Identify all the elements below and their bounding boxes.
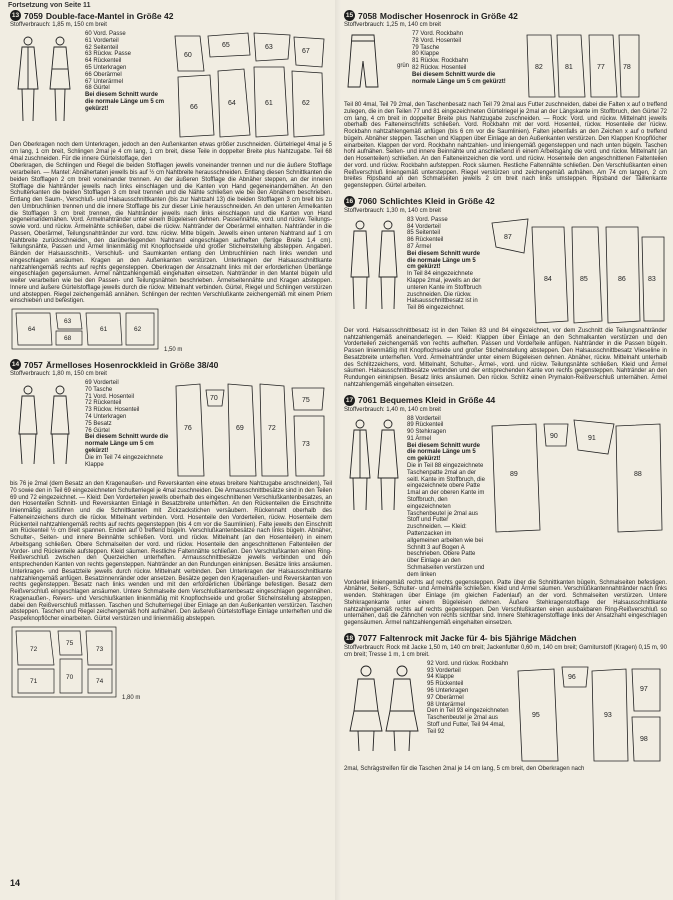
part-item: 79 Tasche — [412, 44, 440, 51]
article-title: Schlichtes Kleid in Größe 42 — [379, 196, 495, 207]
part-item: 93 Vorderteil — [427, 667, 461, 674]
length-note: Bei diesem Schnitt wurde die normale Länge um 5 cm gekürzt! — [85, 434, 169, 454]
instruction-text: Der vord. Halsausschnittbesatz ist in den Teilen 83 und 84 eingezeichnet, vor dem Zuschnitt die Teilungsnahtränder nahtzahlengemäß aneinanderlegen. — Kleid: Klappen über Einlage an den Schmalkanten verstürzen und den Vorderteilen zeichengemäß von rechts aufheften. Passen und Vorderteile anfügen. Nahtränder in die Passen bügeln. Passen linienmäßig mit Knopflochseide und großer Stichelnstellung absteppen. Den Halsausschnittbesatz Vlieseline in Besatzbreite unterheften. Vord. Ärmelnahtränder unter einem Bügeleisen dehnen. Abnäher, rückw. Mittelnaht unterhalb des Schlitzzeichens, vord. Mittelnaht, Schulter-, Ärmel-, vord. und rückw. Teilungsnähte schließen. Kleid und Ärmel säumen. Halsausschnittbesätze verbinden und der entsprechenden Kante von rechts gegensteppen. Nahtränder an den Rundungen einknipsen. Besatz links ansäumen. Den rückw. Schlitz einen Prymalon-Reißverschluß unternähen. Ärmel nahtzahlengemäß eingehalten einsetzen. — [344, 327, 667, 388]
article-7058 — [344, 10, 667, 190]
fabric-supply: Stoffverbrauch: 1,30 m, 140 cm breit — [344, 207, 441, 214]
pattern-diagram-7077 — [514, 661, 664, 765]
cutting-layout-7059 — [10, 307, 160, 353]
article-7059 — [10, 10, 332, 353]
svg-text:60: 60 — [184, 52, 192, 59]
length-note: Bei diesem Schnitt wurde die normale Länge um 5 cm gekürzt! — [407, 250, 481, 271]
svg-text:65: 65 — [222, 42, 230, 49]
cutting-layout-row — [10, 625, 332, 701]
svg-text:62: 62 — [302, 100, 310, 107]
part-item: 89 Rückenteil — [407, 422, 444, 429]
running-head: Fortsetzung von Seite 11 — [8, 2, 91, 9]
culotte-fashion-figure — [344, 31, 394, 91]
intro-text: Den Oberkragen noch dem Unterkragen, jedoch an den Außenkanten etwas größer zuschneiden. Gürtelriegel 4mal je 5 cm lang, 1 cm breit, Schlingen 2mal je 4 cm lang, 1 cm breit, diese Teile in doppelter Breite plus Nahtzugabe. Teil 68 4mal zuschneiden. Für die innere Gürtelstoffage, den — [10, 142, 332, 162]
svg-text:64: 64 — [228, 100, 236, 107]
svg-text:70: 70 — [210, 395, 218, 402]
part-item: 78 Vord. Hosenteil — [412, 37, 462, 44]
article-number: 7077 — [358, 633, 377, 644]
child-fashion-figure — [344, 661, 424, 757]
fabric-supply: Stoffverbrauch: 1,40 m, 140 cm breit — [344, 406, 441, 413]
part-item: 91 Ärmel — [407, 435, 432, 442]
article-7057 — [10, 359, 332, 701]
figure-row — [344, 661, 667, 765]
article-badge: 16 — [345, 197, 354, 205]
length-note: Bei diesem Schnitt wurde die normale Länge um 5 cm gekürzt! — [407, 442, 481, 463]
part-list-7059 — [85, 31, 167, 141]
part-item: 71 Vord. Hosenteil — [85, 393, 135, 400]
part-item: 86 Rückenteil — [407, 237, 444, 244]
part-item: 87 Ärmel — [407, 243, 432, 250]
dress-fashion-figure — [10, 380, 82, 480]
dress-fashion-figure — [344, 217, 404, 317]
article-heading — [344, 10, 667, 21]
part-item: 74 Unterkragen — [85, 413, 127, 420]
part-item: 65 Unterkragen — [85, 64, 127, 71]
part-item: 67 Unterärmel — [85, 78, 124, 85]
svg-text:61: 61 — [265, 100, 273, 107]
article-7077 — [344, 633, 667, 773]
svg-text:95: 95 — [532, 711, 540, 719]
figure-row — [10, 380, 332, 480]
intro-text: Die im Teil 74 eingezeichnete Klappe — [85, 454, 163, 468]
figure-row — [344, 31, 667, 101]
pattern-diagram-7058 — [523, 31, 643, 101]
intro-text: Die in Teil 88 eingezeichnete Taschenpatte 2mal an der seitl. Kante im Stoffbruch, die eingezeichnete obere Patte 1mal an der oberen Kante im Stoffbruch, den eingezeichneten Taschenbeutel je 2mal aus Stoff und Futter zuschneiden. — Kleid: Pattenzacken im allgemeinen arbeiten wie bei Schnitt 3 auf Bogen A beschrieben. Obere Patte über Einlage an den Schmalseiten verstürzen und dem linken — [407, 463, 485, 578]
article-number: 7058 — [358, 10, 377, 21]
part-item: 76 Gürtel — [85, 427, 110, 434]
part-list-7058 — [412, 31, 520, 101]
svg-text:88: 88 — [634, 470, 642, 478]
fabric-supply: Stoffverbrauch: 1,25 m, 140 cm breit — [344, 22, 441, 28]
article-7060 — [344, 196, 667, 389]
svg-text:96: 96 — [568, 673, 576, 681]
svg-text:72: 72 — [30, 645, 38, 653]
article-title: Bequemes Kleid in Größe 44 — [379, 395, 496, 405]
pattern-diagram-7060 — [488, 217, 666, 327]
page-gutter-shadow — [335, 0, 341, 900]
svg-text:81: 81 — [565, 64, 573, 71]
svg-text:90: 90 — [550, 432, 558, 440]
part-item: 68 Gürtel — [85, 85, 110, 92]
part-item: 60 Vord. Passe — [85, 31, 126, 37]
part-item: 61 Vorderteil — [85, 37, 119, 44]
svg-text:97: 97 — [640, 685, 648, 693]
svg-text:73: 73 — [302, 441, 310, 448]
article-heading — [10, 359, 332, 370]
svg-text:68: 68 — [64, 335, 72, 342]
article-badge: 14 — [11, 361, 20, 368]
part-list-7077 — [427, 661, 511, 765]
article-number: 7060 — [358, 196, 377, 207]
svg-text:63: 63 — [64, 318, 72, 325]
part-item: 66 Oberärmel — [85, 71, 122, 78]
part-item: 63 Rückw. Passe — [85, 51, 132, 58]
article-badge: 15 — [345, 12, 354, 19]
length-note: Bei diesem Schnitt wurde die normale Länge um 5 cm gekürzt! — [85, 92, 165, 112]
fabric-supply: Stoffverbrauch: 1,80 m, 150 cm breit — [10, 371, 107, 377]
dress-fashion-figure — [344, 416, 404, 516]
part-item: 95 Rückenteil — [427, 681, 464, 688]
article-title: Modischer Hosenrock in Größe 42 — [379, 10, 518, 21]
svg-text:72: 72 — [268, 425, 276, 432]
part-item: 97 Oberärmel — [427, 694, 464, 701]
part-item: 90 Stehkragen — [407, 429, 447, 436]
svg-text:78: 78 — [623, 64, 631, 71]
svg-text:62: 62 — [134, 326, 142, 333]
intro-text: Den in Teil 93 eingezeichneten Taschenbeutel je 2mal aus Stoff und Futter, Teil 94 4mal, Teil 92 — [427, 708, 509, 735]
cutting-layout-row — [10, 307, 332, 353]
fabric-supply: Stoffverbrauch: 1,85 m, 150 cm breit — [10, 22, 107, 28]
svg-text:85: 85 — [580, 275, 588, 283]
svg-text:82: 82 — [535, 64, 543, 71]
svg-text:77: 77 — [597, 64, 605, 71]
svg-text:71: 71 — [30, 677, 38, 685]
part-list-7061 — [407, 416, 485, 579]
part-item: 72 Rückenteil — [85, 400, 122, 407]
article-title: Faltenrock mit Jacke für 4- bis 5jährige Mädchen — [379, 633, 577, 644]
part-item: 81 Rückw. Rockbahn — [412, 58, 469, 65]
part-item: 98 Unterärmel — [427, 701, 466, 708]
part-item: 70 Tasche — [85, 386, 113, 393]
part-item: 82 Rückw. Hosenteil — [412, 64, 467, 71]
svg-text:69: 69 — [236, 425, 244, 432]
left-column — [10, 10, 332, 707]
svg-text:67: 67 — [302, 48, 310, 55]
svg-text:86: 86 — [618, 275, 626, 283]
svg-text:64: 64 — [28, 326, 36, 333]
part-item: 92 Vord. und rückw. Rockbahn — [427, 660, 509, 667]
fabric-supply: Stoffverbrauch: Rock mit Jacke 1,50 m, 140 cm breit; Jackenfutter 0,60 m, 140 cm breit; Garniturstoff (Kragen) 0,15 m, 90 cm breit; Tresse 1 m, 1 cm breit. — [344, 644, 667, 658]
svg-text:93: 93 — [604, 711, 612, 719]
right-column — [344, 10, 667, 779]
article-title: Ärmelloses Hosenrockkleid in Größe 38/40 — [45, 359, 219, 370]
svg-text:83: 83 — [648, 275, 656, 283]
instruction-text: Teil 80 4mal, Teil 79 2mal, den Taschenbesatz nach Teil 79 2mal aus Futter zuschneiden, dabei die Falten x auf o treffend zulegen, die in den Teilen 77 und 81 eingezeichneten Gürtelriegel je 2mal an der Längskante im Stoffbruch, den Gürtel 72 cm lang, 4 cm breit in doppelter Breite plus Nahtzugabe zuschneiden. — Rock: Vord. und rückw. Mittelnaht jewells oberhalb des Falteneinschnitts schließen. Vord. Rockbahn mit der vord. Hosenteil, rückw. Hosenteile der rückw. Rockbahn nahtzahlengemäß anfügen (bis 6 cm vor die Saumlinien). Falten jebenfalls an den Zeichen x auf o treffend bügeln. Abnäher steppen. Taschen und Klappen über Einlage an den Außenkanten verstürzen. Den Klappen Knopflöcher einarbeiten. Klappen der vord. Rockbahn nahtzahlen- und liniengemäß gegensteppen und nach unten bügeln. Taschen hohl aufnähen. Seiten- und innere Beinnähte und anschließend in einem Arbeitsgang die vord. und rückw. Mittelnaht (an den Hosenteilen) schließen. An den Falteneinzeichen die vord. und rückw. Hosenteile den angeschnittenen Faltenteilen der vord. und rückw. Rockbahn aufsteppen. Rock säumen. Restliche Faltennähte schließen. Den Verschlußkanten einen Reißverschluß liniengemäß untersteppen. Riegel verstürzen und zeichengemäß aufnähen. Am 74 cm langen, 2 cm breites Ripsband an den Schmalseiten jewells 2 cm breit nach links umsteppen. Ripsband der Taillenkante gegensteppen. Gürtel arbeiten. — [344, 102, 667, 189]
pattern-diagram-7059 — [170, 31, 330, 141]
page-number: 14 — [10, 878, 21, 888]
fabric-width-label: 1,80 m — [122, 694, 141, 701]
svg-text:84: 84 — [544, 275, 552, 283]
article-badge: 13 — [11, 12, 20, 19]
svg-text:89: 89 — [510, 470, 518, 478]
figure-row — [344, 217, 667, 327]
part-item: 83 Vord. Passe — [407, 216, 448, 223]
svg-text:75: 75 — [66, 639, 74, 647]
svg-text:76: 76 — [184, 425, 192, 432]
part-item: 88 Vorderteil — [407, 415, 441, 422]
cutting-layout-7057 — [10, 625, 118, 701]
article-number: 7059 — [24, 10, 43, 21]
part-item: 77 Vord. Rockbahn — [412, 31, 464, 37]
svg-text:61: 61 — [100, 326, 108, 333]
part-item: 80 Klappe — [412, 51, 440, 58]
part-item: 75 Besatz — [85, 420, 112, 427]
svg-text:74: 74 — [96, 677, 104, 685]
pattern-diagram-7061 — [488, 416, 666, 536]
article-heading — [344, 633, 667, 644]
instruction-text: Oberkragen, die Schlingen und Riegel die beiden Stofflagen jewells voneinander trennen und nur die äußere Stofflage verarbeiten. — Mantel: Abnähertaten jewells bis auf ½ cm Nahtbreite herausschneiden. Entlang diesen Schnittkanten die beiden Stofflagen 2 cm breit voneinander trennen. An der äußeren Stofflage die Abnäher steppen, an der inneren Stofflage die Nahtränder jewells nach links einschlagen und die Kanten von Hand gegeneinandernähen. An den Schulterkanten die beiden Stofflagen 3 cm breit trennen und die Nähte schließen wie bei den Abnähern beschrieben. Entlang den Saum-, Verschluß- und Halsausschnittkanten (bis zur Nahtzahl 13) die beiden Stofflagen 3 cm breit bis zu den Umbruchlinien trennen und die innere Stofflage bis zur dieser Linie herausschneiden. An den unteren Ärmelkanten die Stofflagen 3 cm breit trennen, die Nahtränder jewells nach links einschlagen und die Kanten von Hand gegeneinandernähen. Vord. Ärmelnahtränder unter einem Bügeleisen dehnen. Passennähte, vord. und rückw. Teilungs- sowie vord. und rückw. Ärmelnähte schließen, dabei die rückw. Nahtränder der Oberärmel einhalten. Nahtränder in die Passen, Oberärmel, Teilungsnahtränder zur vord. bzw. rückw. Mitte bügeln. Jewells einen unteren Nahtrand auf 1 cm Nahtbreite zurückschneiden, den darüberliegenden Nahtrand eingeschlagen aufheften (fertige Breite 1,4 cm). Teilungsnähte, Passen und Ärmel linienmäßig mit Knopflochseide und großer Stichelnstellung absteppen. Angaben. Bänden der Halsausschnitt-, Verschluß- und Saumkanten entlang den Umbruchlinien nach links wenden und eingeschlagen ansäumen. Kragen an den Außenkanten verstürzen. Unterkragen der Halsausschnittkante nahtzahlengemäß rechts auf rechts gegensteppen. Oberkragen der Ansatznaht links mit der erforderlichen Überlänge eingeschlagen gegensäumen. Ärmel nahtzahlengemäß eingehalten einsetzen. Nahtränder in den Mantel bügeln und weiter verarbeiten wie bei den Passen- und Teilungsnähten beschrieben. Ärmelseitennähte und Kragen absteppen. Innere und äußere Gürtelstofflage jewells durch die rückw. Mittelnaht verbinden. Gürtel, Riegel und Schlingen verstürzen und absteppen. Riegel zeichengemäß annähen. Schlingen der rechten Verschlußkante zeichengemäß mit einem Priem einschieben und befestigen. — [10, 163, 332, 305]
part-list-7060 — [407, 217, 485, 327]
part-item: 64 Rückenteil — [85, 58, 122, 65]
part-item: 62 Seitenteil — [85, 44, 119, 51]
coat-fashion-figure — [10, 31, 82, 141]
svg-text:87: 87 — [504, 233, 512, 241]
article-heading — [344, 395, 667, 406]
part-item: 85 Seitenteil — [407, 230, 441, 237]
svg-text:70: 70 — [66, 673, 74, 681]
part-item: 73 Rückw. Hosenteil — [85, 407, 140, 414]
instruction-text: bis 76 je 2mal (dem Besatz an den Kragenaußen- und Reverskanten eine etwas breitere Nahtzugabe anschneiden), Teil 70 sowie den in Teil 69 eingezeichneten Schulterriegel je 4mal zuschneiden. Die Armausschnittbesätze sind in den Teilen 69 und 72 eingezeichnet. — Kleid: Den Vorderteilen jewells oberhalb des eingeschnittenen Verschlußkantenbesatzes, an den Hosenteilen Schnitt- und Reverskanten Einlage in Besatzbreite unterheften. An den Rückenteilen die Einschnitte linienmäßig ausführen und die Schnittkanten mit Zickzackstichen versäubern. Rückennaht oberhalb des Falteneinzeichens durch die rückw. Mittelnaht verbinden. Vord. Hosenteile den Vorderteilen, rückw. Hosenteile dem Rückenteil nahtzahlengemäß rechts auf rechts gegensteppen (bis 4 cm vor die Saumlinien). Falte jewells den Einschnitt am Rückenteil ½ cm breit spannen. Enden auf 0 treffend bügeln. Verschlußkantenbesätze nach links bügeln. Abnäher, Schulter-, Seiten- und innere Beinnähte schließen. Vord. und rückw. Mittelnaht (an den Hosenteilen) in einem Arbeitsgang schließen. Obere Schmalseiten der vord. und rückw. Hosenteile den angeschnittenen Faltenteilen der Vorder- und Rückenteile aufsteppen. Kleid säumen. Restliche Faltennähte schließen. Den Verschlußkanten einen Ring-Reißverschluß zwischen den Querzeichen unterheften. Armausschnittbesätze jewells verbinden und den entsprechenden Kanten von rechts gegensteppen. Nahtränder an den Rundungen einknipsen. Besätze links ansäumen. Unterkragen- und Besatzteile jewells durch rückw. Mittelnaht verbinden. Den Unterkragen der Halsausschnittkante nahtzahlengemäß anfügen. Besatzinnenränder oder ansetzen. Besätze gegen den Kragenaußen- und Reverskanten von rechts gegensteppen. Besatz nach links wenden und mit den erforderlichen Überlänge befestigen. Besatz dem Reißverschluß eingeschlagen ansäumen. Untere Schmalseite dem Verschlußkantenbesatz eingeschlagen gegennähen. Kragenaußen-, Revers- und Verschlußkanten linienmäßig mit Knopflochseide und großer Stichelnstellung absteppen, dabei den Reißverschluß mitfassen. Taschen und Schulterriegel über Einlage an den Außenkanten verstürzen. Taschen absteppen. Taschen und Riegel zeichengemäß hohl aufnähen. Den äußeren Gürtelstofflage Einlage unterheften und die Paspelknopflöcher einarbeiten. Gürtel verstürzen und linienmäßig absteppen. — [10, 481, 332, 622]
svg-text:75: 75 — [302, 397, 310, 404]
article-badge: 18 — [345, 634, 354, 642]
article-heading — [344, 196, 667, 207]
figure-row — [344, 416, 667, 579]
part-item: 94 Klappe — [427, 674, 455, 681]
part-item: 84 Vorderteil — [407, 223, 441, 230]
svg-text:73: 73 — [96, 645, 104, 653]
figure-row — [10, 31, 332, 141]
grain-label: grün — [397, 63, 410, 69]
length-note: Bei diesem Schnitt wurde die normale Länge um 5 cm gekürzt! — [412, 71, 506, 85]
part-item: 96 Unterkragen — [427, 688, 469, 695]
svg-text:66: 66 — [190, 104, 198, 111]
pattern-diagram-7057 — [172, 380, 330, 480]
intro-text: In Teil 84 eingezeichnete Klappe 2mal, jewells an der unteren Kante im Stoffbruch zuschneiden. Die rückw. Halsausschnittbesatz ist in Teil 86 eingezeichnet. — [407, 271, 482, 312]
svg-text:63: 63 — [265, 44, 273, 51]
article-number: 7061 — [358, 395, 377, 405]
article-number: 7057 — [24, 359, 43, 370]
part-item: 69 Vorderteil — [85, 380, 119, 386]
article-badge: 17 — [345, 396, 354, 404]
part-list-7057 — [85, 380, 169, 480]
svg-text:91: 91 — [588, 434, 596, 442]
instruction-text: 2mal, Schrägstreifen für die Taschen 2mal je 14 cm lang, 5 cm breit, den Oberkragen nach — [344, 765, 585, 772]
instruction-text: Vorderteil liniengemäß rechts auf rechts gegensteppen. Patte über die Schnittkanten bügeln, Schmalseiten befestigen. Abnäher, Seiten-, Schulter- und Ärmelnähte schließen. Kleid und Ärmel säumen. Verschlußkantennahtränder nach links wenden. Stehkragen über Einlage (im gleichen Fadenlauf) an der vord. Schmalseiten verstürzen. Untere Stehkragenkante unter einem Bügeleisen dehnen. Äußere Stehkragenstofflage der Halsausschnittkante nahtzahlengemäß rechts auf rechts gegensteppen. Den Verschlußkanten einen ausbakbaren Ring-Reißverschluß so unternähen, daß die Zähnchen von rechts sichtbar sind. Innere Stehkragenstofflage links der Ansatznaht eingeschlagen gegensäumen. Ärmel nahtzahlengemäß eingehalten einsetzen. — [344, 579, 667, 627]
svg-text:98: 98 — [640, 735, 648, 743]
article-title: Double-face-Mantel in Größe 42 — [45, 10, 174, 21]
fabric-width-label: 1,50 m — [164, 347, 183, 353]
article-heading — [10, 10, 332, 21]
article-7061 — [344, 395, 667, 627]
